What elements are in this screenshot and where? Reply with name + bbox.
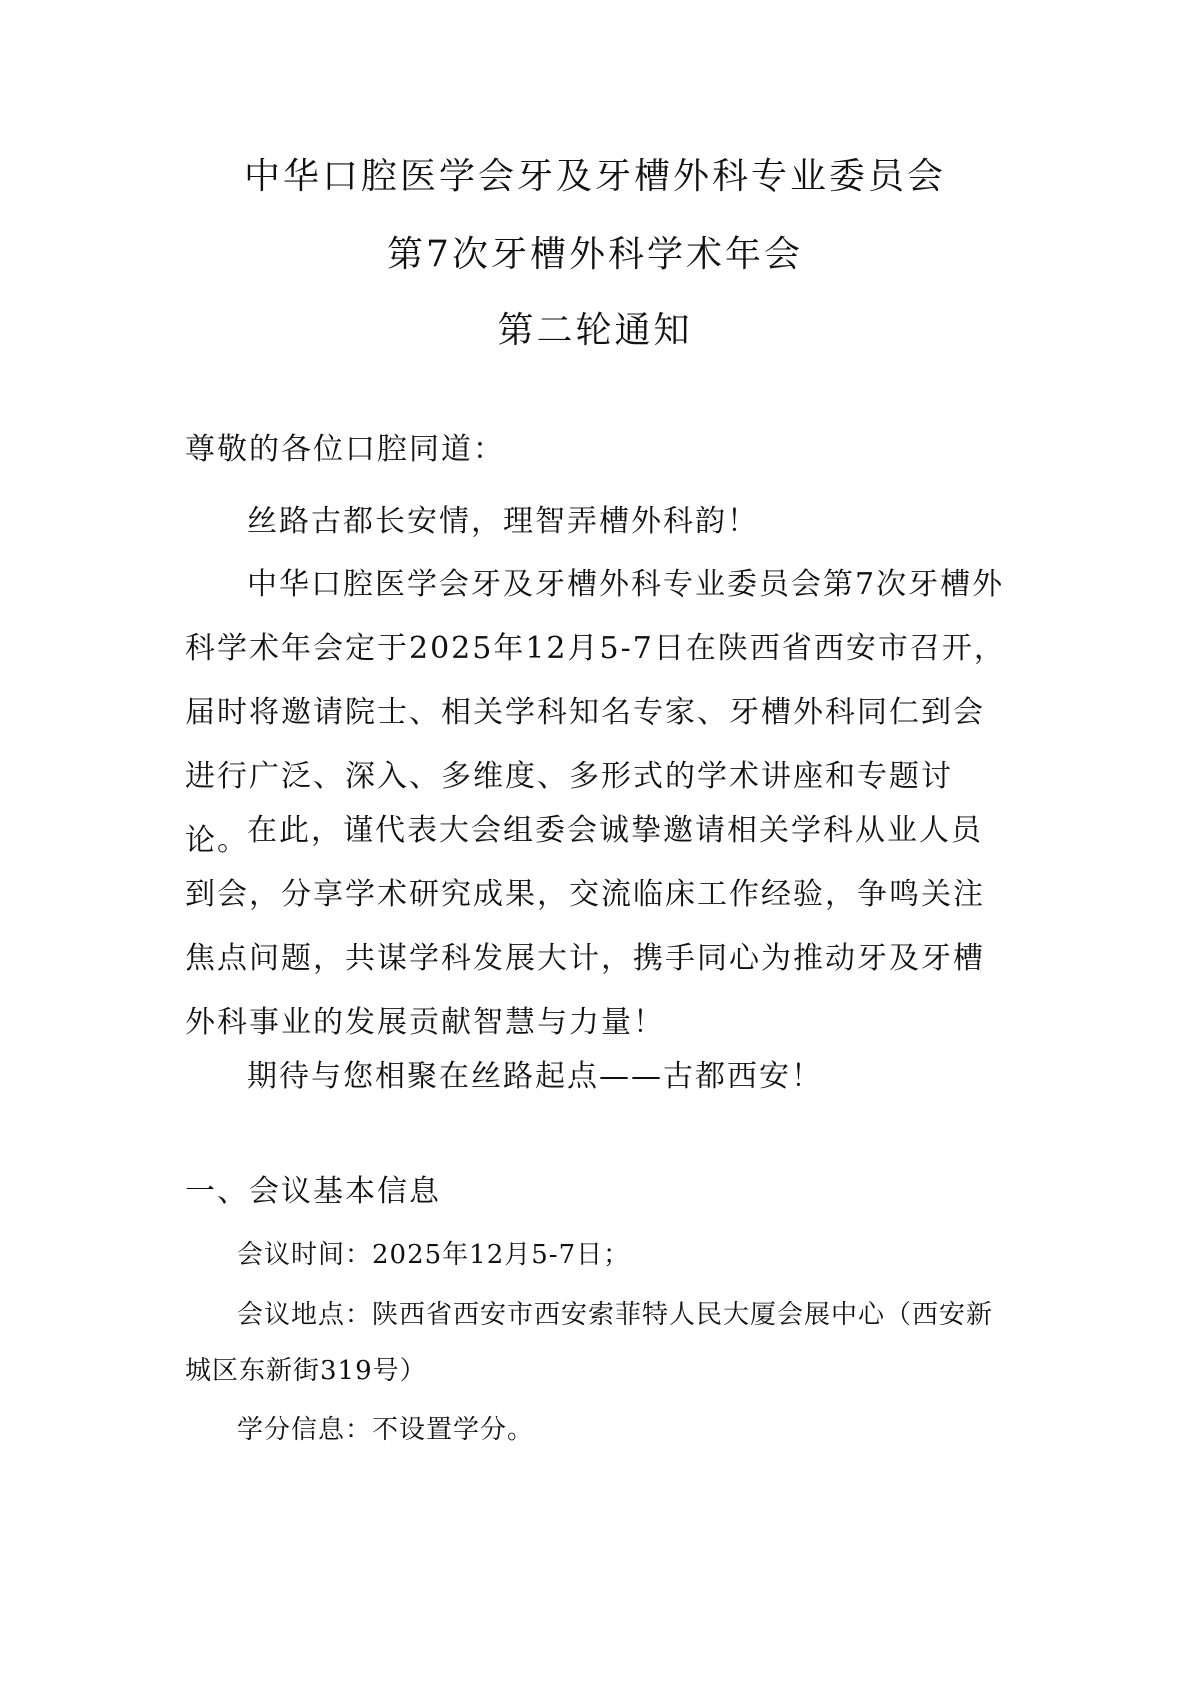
invite-text: 在此，谨代表大会组委会诚挚邀请相关学科从业人员到会，分享学术研究成果，交流临床工作经验，争鸣关注焦点问题，共谋学科发展大计，携手同心为推动牙及牙槽外科事业的发展贡献智慧与力量！ (185, 813, 985, 1040)
meeting-time-text: 会议时间：2025年12月5-7日； (237, 1240, 631, 1270)
section-heading-basic-info: 一、会议基本信息 (185, 1174, 441, 1209)
document-title-line-1: 中华口腔医学会牙及牙槽外科专业委员会 (243, 156, 946, 197)
slogan-text: 丝路古都长安情，理智弄槽外科韵！ (247, 504, 759, 539)
document-title-line-2: 第7次牙槽外科学术年会 (387, 234, 803, 275)
credit-info (185, 1402, 1010, 1458)
closing-text: 期待与您相聚在丝路起点——古都西安！ (247, 1059, 823, 1094)
intro-text: 中华口腔医学会牙及牙槽外科专业委员会第7次牙槽外科学术年会定于2025年12月5-7日在陕西省西安市召开，届时将邀请院士、相关学科知名专家、牙槽外科同仁到会进行广泛、深入、多维度、多形式的学术讲座和专题讨论。 (185, 567, 1006, 858)
salutation: 尊敬的各位口腔同道： (185, 432, 505, 467)
credit-info-text: 学分信息：不设置学分。 (237, 1415, 535, 1445)
closing-paragraph (185, 1045, 1010, 1109)
meeting-place-text: 会议地点：陕西省西安市西安索菲特人民大厦会展中心（西安新城区东新街319号） (185, 1300, 994, 1386)
meeting-time (185, 1227, 1010, 1283)
meeting-place (185, 1287, 1010, 1399)
slogan-paragraph (185, 490, 1010, 554)
document-title-line-3: 第二轮通知 (497, 310, 693, 351)
invite-paragraph (185, 799, 1010, 1055)
